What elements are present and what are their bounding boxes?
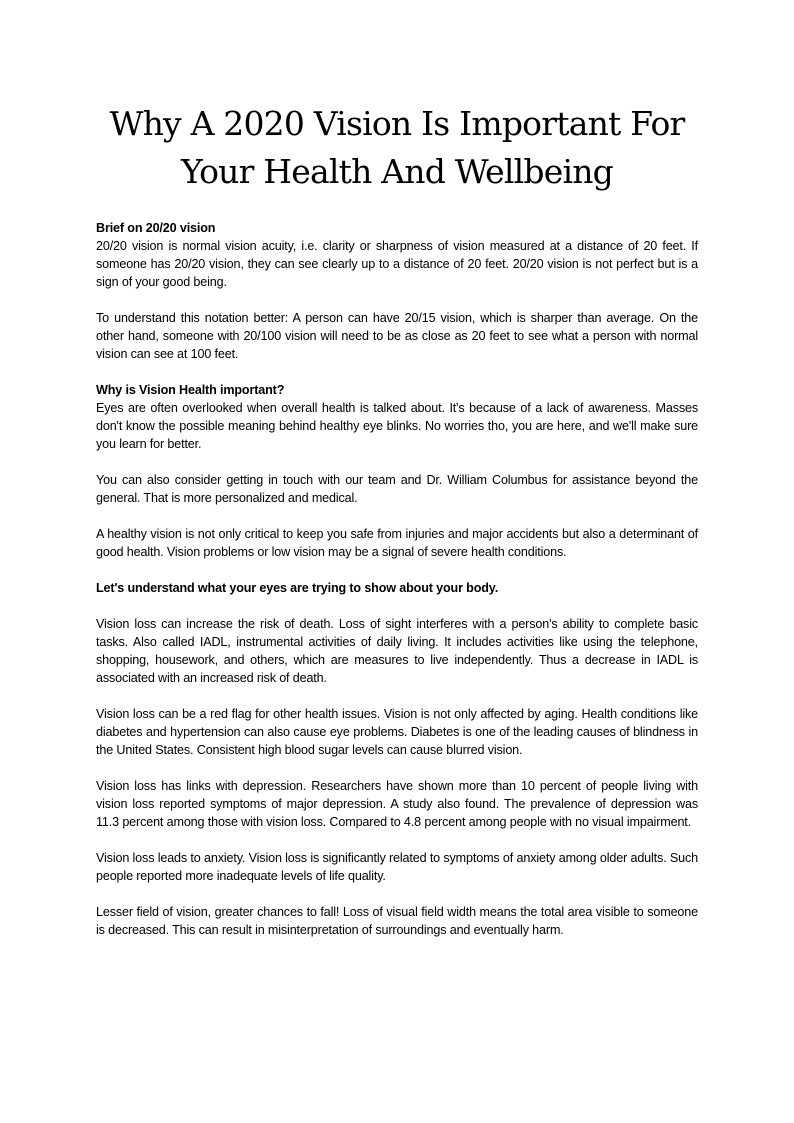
paragraph-text: Eyes are often overlooked when overall health is talked about. It's because of a lack of awareness. Masses don't know the possible meaning behind healthy eye blinks. No worries tho, you are here, and we'll make sure you learn for better. — [96, 401, 698, 451]
paragraph-text: Lesser field of vision, greater chances to fall! Loss of visual field width means the total area visible to someone is decreased. This can result in misinterpretation of surroundings and eventually harm. — [96, 905, 698, 937]
paragraph-text: Vision loss has links with depression. Researchers have shown more than 10 percent of people living with vision loss reported symptoms of major depression. A study also found. The prevalence of depression was 11.3 percent among those with vision loss. Compared to 4.8 percent among people with no visual impairment. — [96, 779, 698, 829]
paragraph-text: Vision loss can be a red flag for other health issues. Vision is not only affected by aging. Health conditions like diabetes and hypertension can also cause eye problems. Diabetes is one of the leading causes of blindness in the United States. Consistent high blood sugar levels can cause blurred vision. — [96, 707, 698, 757]
page-title: Why A 2020 Vision Is Important For Your Health And Wellbeing — [109, 104, 685, 191]
paragraph — [96, 705, 698, 759]
paragraph — [96, 903, 698, 939]
document-body — [96, 219, 698, 957]
paragraph — [96, 525, 698, 561]
paragraph-text: You can also consider getting in touch with our team and Dr. William Columbus for assistance beyond the general. That is more personalized and medical. — [96, 473, 698, 505]
paragraph-text: Vision loss can increase the risk of death. Loss of sight interferes with a person's ability to complete basic tasks. Also called IADL, instrumental activities of daily living. It includes activities like using the telephone, shopping, housework, and others, which are measures to live independently. Thus a decrease in IADL is associated with an increased risk of death. — [96, 617, 698, 685]
paragraph — [96, 615, 698, 687]
section-heading: Let's understand what your eyes are trying to show about your body. — [96, 581, 499, 595]
paragraph-text: Vision loss leads to anxiety. Vision loss is significantly related to symptoms of anxiety among older adults. Such people reported more inadequate levels of life quality. — [96, 851, 698, 883]
section-heading: Why is Vision Health important? — [96, 383, 285, 397]
paragraph — [96, 777, 698, 831]
paragraph-text: 20/20 vision is normal vision acuity, i.e. clarity or sharpness of vision measured at a distance of 20 feet. If someone has 20/20 vision, they can see clearly up to a distance of 20 feet. 20/20 vision is not perfect but is a sign of your good being. — [96, 239, 698, 289]
paragraph — [96, 219, 698, 291]
section-heading: Brief on 20/20 vision — [96, 221, 216, 235]
paragraph — [96, 309, 698, 363]
paragraph — [96, 471, 698, 507]
paragraph — [96, 579, 698, 597]
paragraph — [96, 381, 698, 453]
paragraph-text: A healthy vision is not only critical to keep you safe from injuries and major accidents but also a determinant of good health. Vision problems or low vision may be a signal of severe health conditions. — [96, 527, 698, 559]
paragraph — [96, 849, 698, 885]
paragraph-text: To understand this notation better: A person can have 20/15 vision, which is sharper than average. On the other hand, someone with 20/100 vision will need to be as close as 20 feet to see what a person with normal vision can see at 100 feet. — [96, 311, 698, 361]
